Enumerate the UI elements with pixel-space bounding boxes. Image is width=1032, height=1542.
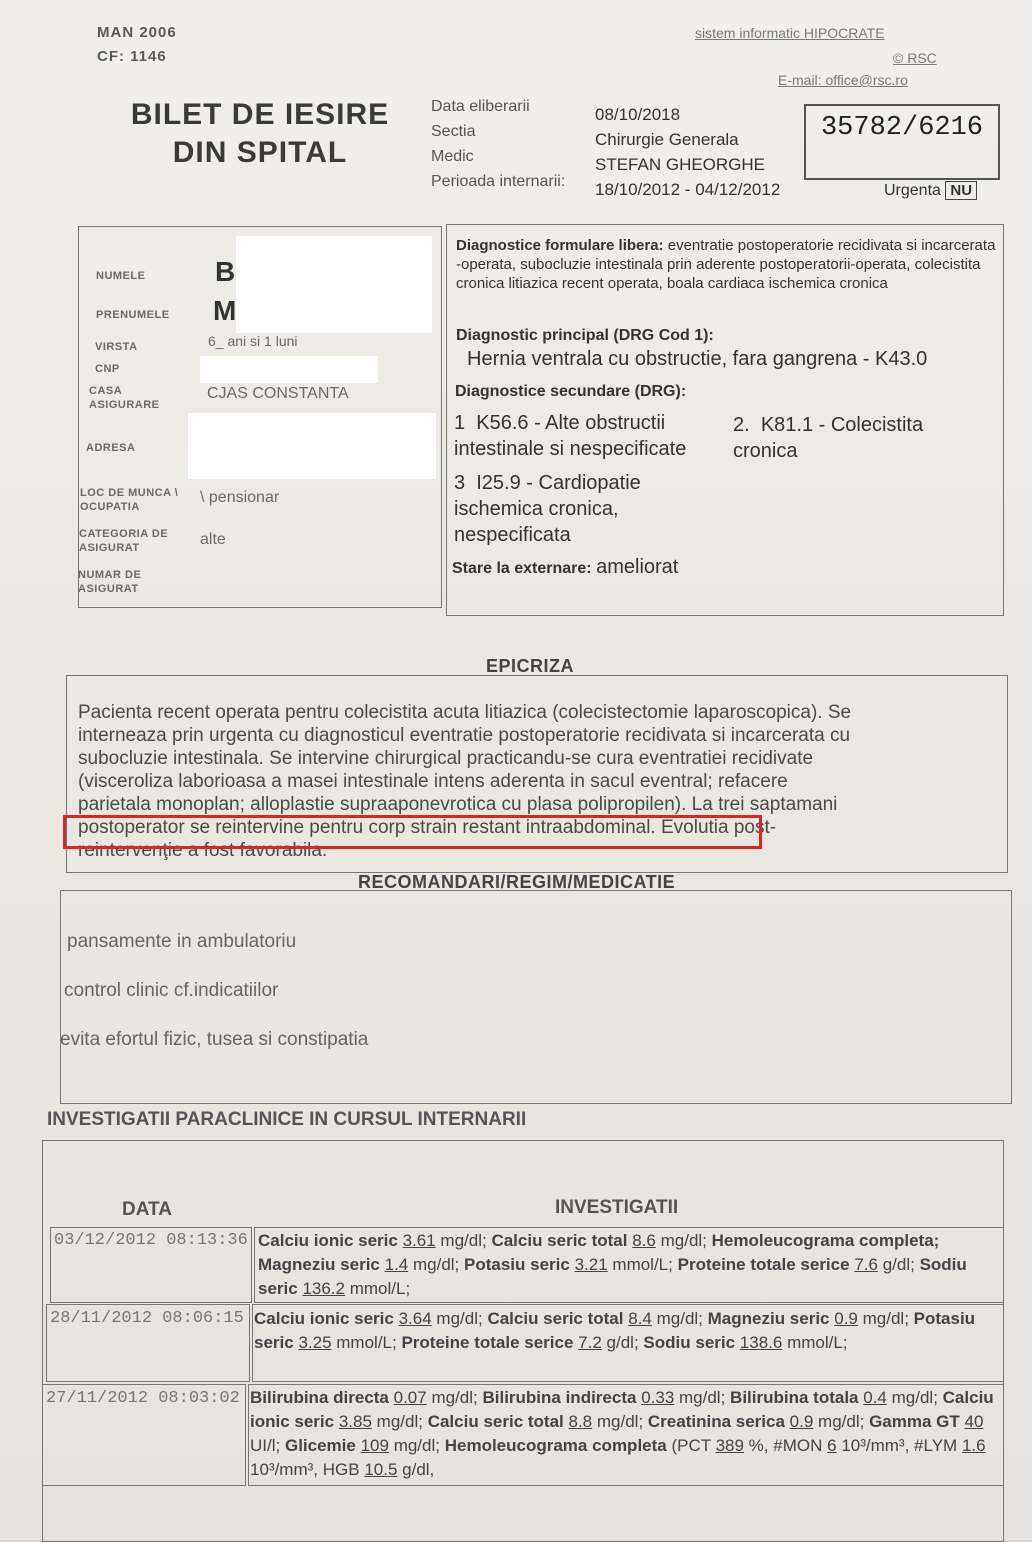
test-value: 3.21 <box>574 1255 608 1274</box>
test-name: Magneziu seric <box>707 1309 830 1328</box>
test-unit: mmol/L; <box>336 1333 397 1352</box>
test-name: Glicemie <box>284 1436 356 1455</box>
epicriza-line: parietala monoplan; alloplastie supraaponevrotica cu plasa polipropilen). La trei saptamani <box>78 794 838 815</box>
cf-code: CF: 1146 <box>97 48 167 65</box>
test-value: 3.61 <box>402 1231 436 1250</box>
test-name: Calciu ionic seric <box>254 1309 394 1328</box>
registration-number: 35782/6216 <box>820 113 984 143</box>
label-numar-asigurat: NUMAR DE ASIGURAT <box>78 569 142 595</box>
test-value: 40 <box>964 1412 984 1431</box>
test-unit: mg/dl; <box>596 1412 644 1431</box>
test-unit: 10³/mm³, <box>841 1436 910 1455</box>
title-line-2: DIN SPITAL <box>172 136 348 169</box>
main-diagnosis-label <box>456 326 714 345</box>
test-value: 136.2 <box>302 1279 345 1298</box>
test-unit: %, <box>748 1436 769 1455</box>
patient-insured-category: alte <box>200 531 226 548</box>
test-unit: mg/dl; <box>440 1231 487 1250</box>
test-unit: mmol/L; <box>349 1279 411 1298</box>
secondary-1-number: 1 <box>454 412 466 434</box>
secondary-2-number: 2. <box>733 414 750 436</box>
free-diagnosis-text: eventratie postoperatorie recidivata si incarcerata -operata, subocluzie intestinala prin aderente postoperatorii-operata, colecistita cronica litiazica recent operata, boala cardiaca ischemica cronica <box>456 237 996 292</box>
test-value: 7.6 <box>854 1255 878 1274</box>
test-value: 0.4 <box>863 1388 887 1407</box>
test-unit: UI/l; <box>250 1436 281 1455</box>
test-unit: 10³/mm³, <box>250 1460 318 1479</box>
test-value: 8.6 <box>632 1231 656 1250</box>
label-perioada: Perioada internarii: <box>431 173 566 190</box>
registration-number-box <box>804 104 1000 180</box>
test-unit: mg/dl; <box>412 1255 460 1274</box>
epicriza-line: Pacienta recent operata pentru colecistita acuta litiazica (colecistectomie laparoscopica). Se <box>78 702 852 723</box>
test-value: 8.8 <box>568 1412 593 1431</box>
test-name: Magneziu seric <box>258 1255 380 1274</box>
urgenta-field <box>884 182 977 200</box>
secondary-diagnosis-label <box>455 382 686 401</box>
test-name: Gamma GT <box>869 1412 960 1431</box>
test-value: 10.5 <box>364 1460 398 1479</box>
test-name: Hemoleucograma completa; <box>711 1231 940 1250</box>
label-virsta: VIRSTA <box>95 341 138 353</box>
test-name: #LYM <box>914 1436 958 1455</box>
value-medic: STEFAN GHEORGHE <box>595 155 766 174</box>
investigations-title: INVESTIGATII PARACLINICE IN CURSUL INTERNARII <box>47 1109 527 1130</box>
test-unit: g/dl, <box>402 1460 435 1479</box>
test-value: 7.2 <box>578 1333 602 1352</box>
system-name: sistem informatic HIPOCRATE <box>695 25 885 41</box>
main-diagnosis-label-text: Diagnostic principal (DRG Cod 1): <box>456 327 714 344</box>
test-value: 1.4 <box>384 1255 409 1274</box>
urgenta-label: Urgenta <box>884 182 941 199</box>
test-value: 389 <box>715 1436 744 1455</box>
system-vendor: © RSC <box>893 50 937 66</box>
meta-labels <box>431 94 565 194</box>
epicriza-title: EPICRIZA <box>486 656 575 676</box>
label-prenumele: PRENUMELE <box>96 309 170 321</box>
test-unit: g/dl; <box>882 1255 915 1274</box>
test-value: 1.6 <box>961 1436 986 1455</box>
test-value: 0.07 <box>393 1388 427 1407</box>
secondary-diagnosis-1 <box>454 410 724 462</box>
label-loc-de-munca: LOC DE MUNCA \ OCUPATIA <box>80 487 179 513</box>
secondary-3-text: I25.9 - Cardiopatie ischemica cronica, nespecificata <box>454 472 641 546</box>
label-cnp: CNP <box>95 363 120 375</box>
patient-age: 6_ ani si 1 luni <box>208 333 298 349</box>
test-name: Potasiu seric <box>254 1309 976 1352</box>
test-name: Bilirubina directa <box>250 1388 389 1407</box>
test-unit: mg/dl; <box>376 1412 423 1431</box>
discharge-status-label: Stare la externare: <box>452 560 592 577</box>
test-name: #MON <box>773 1436 823 1455</box>
test-name: Bilirubina indirecta <box>482 1388 637 1407</box>
test-name: (PCT <box>671 1436 711 1455</box>
row3-investigations <box>250 1386 998 1482</box>
test-name: HGB <box>322 1460 360 1479</box>
secondary-diagnosis-3 <box>454 470 704 548</box>
test-unit: mg/dl; <box>660 1231 707 1250</box>
test-name: Hemoleucograma completa <box>444 1436 667 1455</box>
label-numele: NUMELE <box>96 270 146 282</box>
test-name: Proteine totale serice <box>401 1333 574 1352</box>
test-unit: mmol/L; <box>787 1333 848 1352</box>
epicriza-after-highlight: Evolutia post- <box>655 817 777 838</box>
row2-investigations <box>254 1307 994 1355</box>
free-diagnosis-label: Diagnostice formulare libera: <box>456 237 664 254</box>
secondary-diagnosis-2 <box>733 412 983 464</box>
free-diagnosis <box>456 236 996 293</box>
test-name: Creatinina serica <box>647 1412 785 1431</box>
recommendations-title: RECOMANDARI/REGIM/MEDICATIE <box>358 872 676 892</box>
test-unit: mg/dl; <box>891 1388 938 1407</box>
label-casa-asigurare: CASA ASIGURARE <box>89 385 160 411</box>
test-name: Calciu seric total <box>491 1231 628 1250</box>
test-name: Calciu ionic seric <box>258 1231 398 1250</box>
test-unit: mg/dl; <box>393 1436 440 1455</box>
test-value: 3.85 <box>338 1412 372 1431</box>
patient-occupation: \ pensionar <box>200 489 280 506</box>
test-value: 8.4 <box>628 1309 652 1328</box>
urgenta-value: NU <box>945 181 977 200</box>
test-value: 0.9 <box>789 1412 814 1431</box>
patient-insurance-house: CJAS CONSTANTA <box>207 385 349 402</box>
test-value: 138.6 <box>739 1333 783 1352</box>
form-code: MAN 2006 <box>97 24 177 41</box>
label-adresa: ADRESA <box>86 442 136 454</box>
test-unit: mmol/L; <box>612 1255 673 1274</box>
test-name: Bilirubina totala <box>730 1388 859 1407</box>
test-unit: mg/dl; <box>431 1388 478 1407</box>
value-perioada: 18/10/2012 - 04/12/2012 <box>595 180 781 199</box>
secondary-1-text: K56.6 - Alte obstructii intestinale si nespecificate <box>454 412 687 460</box>
row3-date: 27/11/2012 08:03:02 <box>46 1389 240 1408</box>
test-name: Proteine totale serice <box>677 1255 850 1274</box>
meta-values <box>595 102 780 202</box>
highlight-annotation-box <box>63 815 762 849</box>
test-unit: mg/dl; <box>862 1309 909 1328</box>
test-name: Calciu seric total <box>487 1309 624 1328</box>
discharge-status-value: ameliorat <box>596 556 679 578</box>
test-unit: g/dl; <box>606 1333 639 1352</box>
system-email: E-mail: office@rsc.ro <box>778 72 908 88</box>
label-sectia: Sectia <box>431 123 476 140</box>
secondary-diagnosis-label-text: Diagnostice secundare (DRG): <box>455 383 687 400</box>
label-medic: Medic <box>431 148 474 165</box>
secondary-3-number: 3 <box>454 472 466 494</box>
col-header-investigations: INVESTIGATII <box>555 1197 679 1218</box>
test-value: 6 <box>827 1436 837 1455</box>
test-unit: mg/dl; <box>679 1388 726 1407</box>
test-name: Calciu ionic seric <box>250 1388 994 1431</box>
epicriza-line: interneaza prin urgenta cu diagnosticul eventratie postoperatorie recidivata si incarcerata cu <box>78 725 851 746</box>
test-name: Potasiu seric <box>464 1255 570 1274</box>
redaction-address <box>188 413 436 479</box>
col-header-date: DATA <box>122 1199 172 1220</box>
row1-date: 03/12/2012 08:13:36 <box>54 1231 248 1250</box>
recommendation-item: control clinic cf.indicatiilor <box>64 980 279 1001</box>
row2-date: 28/11/2012 08:06:15 <box>50 1309 244 1328</box>
redaction-name <box>236 236 432 333</box>
label-data-eliberarii: Data eliberarii <box>431 98 530 115</box>
test-name: Sodiu seric <box>258 1255 967 1298</box>
test-unit: mg/dl; <box>818 1412 865 1431</box>
epicriza-highlighted-text: postoperator se reintervine pentru corp strain restant intraabdominal. <box>78 817 656 838</box>
value-data-eliberarii: 08/10/2018 <box>595 105 681 124</box>
test-name: Sodiu seric <box>643 1333 736 1352</box>
recommendation-item: evita efortul fizic, tusea si constipatia <box>60 1029 369 1050</box>
test-value: 109 <box>360 1436 389 1455</box>
test-value: 3.25 <box>298 1333 332 1352</box>
epicriza-line: subocluzie intestinala. Se intervine chirurgical practicandu-se cura eventratiei recidivate <box>78 748 814 769</box>
secondary-2-text: K81.1 - Colecistita cronica <box>733 414 924 462</box>
recommendation-item: pansamente in ambulatoriu <box>67 931 297 952</box>
test-value: 0.33 <box>641 1388 675 1407</box>
test-unit: mg/dl; <box>436 1309 483 1328</box>
test-name: Calciu seric total <box>427 1412 564 1431</box>
test-value: 3.64 <box>398 1309 432 1328</box>
discharge-status <box>452 558 678 578</box>
patient-last-initial: B <box>215 256 236 287</box>
test-value: 0.9 <box>834 1309 858 1328</box>
title-line-1: BILET DE IESIRE <box>130 98 390 131</box>
redaction-cnp <box>200 356 378 383</box>
document-title <box>120 96 400 172</box>
patient-first-initial: M <box>213 295 237 326</box>
row1-investigations <box>258 1229 993 1301</box>
epicriza-line: (visceroliza laborioasa a masei intestinale intens aderenta in sacul eventral; refacere <box>78 771 788 792</box>
epicriza-line: reintervenţie a fost favorabila. <box>78 840 328 861</box>
main-diagnosis-value: Hernia ventrala cu obstructie, fara gangrena - K43.0 <box>467 348 928 370</box>
test-unit: mg/dl; <box>656 1309 703 1328</box>
label-categoria-asigurat: CATEGORIA DE ASIGURAT <box>79 528 169 554</box>
value-sectia: Chirurgie Generala <box>595 130 739 149</box>
